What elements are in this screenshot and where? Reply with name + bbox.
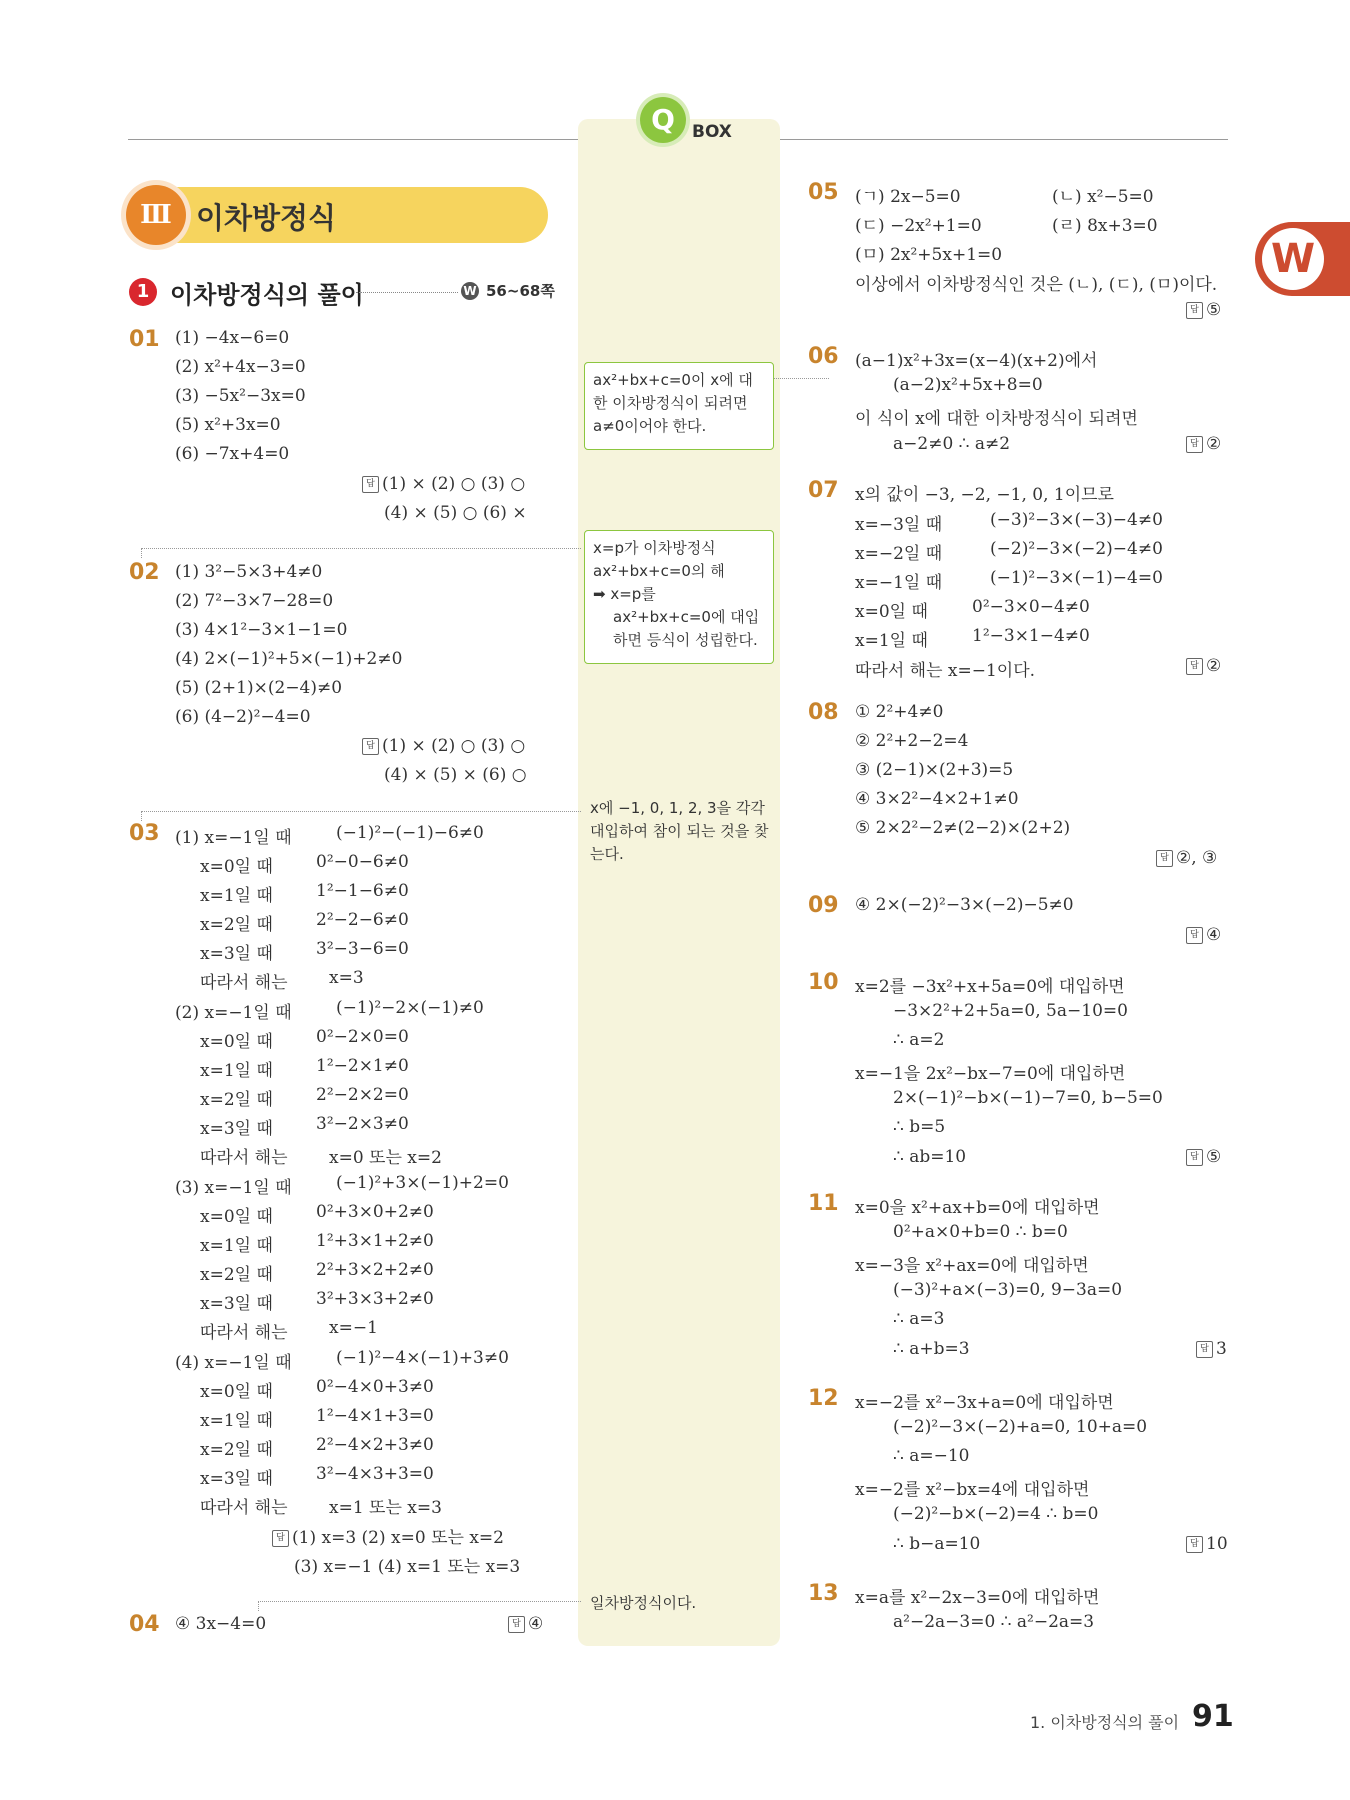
answer: 답 ⑤ [1186,1147,1221,1167]
row-label: x=0일 때 [200,1032,273,1052]
line: (6) −7x+4=0 [175,444,290,464]
row-expr: 1²+3×1+2≠0 [316,1231,434,1251]
note-line: 일차방정식이다. [590,1594,697,1612]
row-label: 따라서 해는 [200,1148,288,1168]
row-label: x=1일 때 [200,886,273,906]
problem-number: 05 [808,180,839,205]
note-line: a≠0이어야 한다. [593,417,707,435]
part-head: (1) x=−1일 때 [175,828,292,848]
note-line: 하면 등식이 성립한다. [613,631,758,649]
qbox-note [590,797,780,866]
line: x=−1을 2x²−bx−7=0에 대입하면 [855,1064,1126,1084]
line: (5) (2+1)×(2−4)≠0 [175,678,343,698]
row-expr: 3²+3×3+2≠0 [316,1289,434,1309]
row-label: x=3일 때 [200,944,273,964]
problem-number: 06 [808,344,839,369]
line: (6) (4−2)²−4=0 [175,707,311,727]
problem-number: 08 [808,700,839,725]
row-expr: 2²+3×2+2≠0 [316,1260,434,1280]
line: ∴ a=3 [893,1309,945,1329]
answer-icon: 답 [1186,658,1203,675]
line: (2) 7²−3×7−28=0 [175,591,334,611]
row-expr: 3²−2×3≠0 [316,1114,409,1134]
chapter-number: Ⅲ [126,185,186,245]
answer: 답 (1) x=3 (2) x=0 또는 x=2 [272,1523,504,1548]
problem-number: 07 [808,478,839,503]
row-label: x=3일 때 [200,1294,273,1314]
note-line: ➡ x=p를 [593,585,656,603]
problem-number: 04 [129,1612,160,1637]
section-number: 1 [129,278,157,306]
answer: 답 10 [1186,1534,1228,1554]
line: (5) x²+3x=0 [175,415,281,435]
line: ∴ a=−10 [893,1446,970,1466]
line: (4) 2×(−1)²+5×(−1)+2≠0 [175,649,403,669]
answer: 답 ⑤ [1186,300,1221,320]
section-pages: 56~68쪽 [486,282,555,300]
row-expr: x=0 또는 x=2 [329,1148,442,1168]
row-label: x=−2일 때 [855,544,943,564]
qbox-note [584,530,774,664]
connector [141,811,142,821]
line: x=0을 x²+ax+b=0에 대입하면 [855,1198,1100,1218]
qbox-icon: Q [640,97,686,143]
note-line: x에 −1, 0, 1, 2, 3을 각각 [590,799,765,817]
line: 이상에서 이차방정식인 것은 (ㄴ), (ㄷ), (ㅁ)이다. [855,275,1218,295]
problem-number: 09 [808,893,839,918]
note-line: ax²+bx+c=0의 해 [593,562,725,580]
line: a²−2a−3=0 ∴ a²−2a=3 [893,1612,1095,1632]
section-leader-dots [356,292,458,293]
answer-icon: 답 [1156,850,1173,867]
connector [774,378,829,379]
line: x=a를 x²−2x−3=0에 대입하면 [855,1588,1100,1608]
line: x=−3을 x²+ax=0에 대입하면 [855,1256,1089,1276]
part-head: (4) x=−1일 때 [175,1353,292,1373]
answer-icon: 답 [1186,1536,1203,1553]
line: (1) −4x−6=0 [175,328,290,348]
row-label: x=2일 때 [200,1265,273,1285]
line: (a−2)x²+5x+8=0 [893,375,1043,395]
row-expr: 0²−0−6≠0 [316,852,409,872]
answer: 답 ② [1186,434,1221,454]
connector [141,811,581,812]
part-expr: (−1)²−2×(−1)≠0 [336,998,484,1018]
answer-icon: 답 [362,738,379,755]
qbox-note [584,362,774,450]
row-label: x=2일 때 [200,1090,273,1110]
row-expr: 1²−2×1≠0 [316,1056,409,1076]
row-expr: x=1 또는 x=3 [329,1498,442,1518]
answer-icon: 답 [1186,436,1203,453]
row-label: x=1일 때 [855,631,928,651]
row-expr: (−1)²−3×(−1)−4=0 [990,568,1163,588]
row-expr: 1²−3×1−4≠0 [972,626,1090,646]
line: ∴ b−a=10 [893,1534,981,1554]
row-expr: 2²−2−6≠0 [316,910,409,930]
note-line: x=p가 이차방정식 [593,539,716,557]
part-expr: (−1)²−(−1)−6≠0 [336,823,484,843]
row-label: x=0일 때 [200,1382,273,1402]
line: (ㄱ) 2x−5=0 [855,187,961,207]
note-line: 한 이차방정식이 되려면 [593,394,748,412]
line: ④ 3x−4=0 [175,1614,267,1634]
part-expr: (−1)²+3×(−1)+2=0 [336,1173,509,1193]
row-expr: 0²−3×0−4≠0 [972,597,1090,617]
qbox-label: BOX [692,122,732,142]
note-line: 는다. [590,845,624,863]
row-expr: 2²−4×2+3≠0 [316,1435,434,1455]
problem-number: 13 [808,1581,839,1606]
answer: 답 3 [1196,1339,1227,1359]
row-expr: x=−1 [329,1318,378,1338]
row-label: 따라서 해는 [200,973,288,993]
problem-number: 03 [129,821,160,846]
answer-icon: 답 [1186,927,1203,944]
row-expr: x=3 [329,968,364,988]
answer-icon: 답 [272,1530,289,1547]
note-line: 대입하여 참이 되는 것을 찾 [590,822,769,840]
row-expr: 1²−4×1+3=0 [316,1406,434,1426]
qbox-note [590,1592,696,1615]
answer: (3) x=−1 (4) x=1 또는 x=3 [294,1557,521,1577]
problem-number: 10 [808,970,839,995]
row-label: x=−3일 때 [855,515,943,535]
line: 이 식이 x에 대한 이차방정식이 되려면 [855,409,1138,429]
part-expr: (−1)²−4×(−1)+3≠0 [336,1348,509,1368]
problem-number: 01 [129,327,160,352]
line: ∴ a=2 [893,1030,945,1050]
row-expr: 1²−1−6≠0 [316,881,409,901]
row-label: x=3일 때 [200,1119,273,1139]
line: x=−2를 x²−3x+a=0에 대입하면 [855,1393,1114,1413]
line: (2) x²+4x−3=0 [175,357,306,377]
answer: (4) × (5) ○ (6) × [384,503,527,523]
line: (−3)²+a×(−3)=0, 9−3a=0 [893,1280,1123,1300]
answer: (4) × (5) × (6) ○ [384,765,527,785]
row-label: x=0일 때 [200,1207,273,1227]
qbox-column [578,119,780,1646]
row-label: x=1일 때 [200,1061,273,1081]
line: ④ 2×(−2)²−3×(−2)−5≠0 [855,895,1074,915]
connector [141,548,142,558]
line: ∴ a+b=3 [893,1339,970,1359]
note-line: ax²+bx+c=0에 대입 [613,608,760,626]
line: (a−1)x²+3x=(x−4)(x+2)에서 [855,351,1098,371]
line: ③ (2−1)×(2+3)=5 [855,760,1014,780]
row-label: x=2일 때 [200,1440,273,1460]
section-title: 이차방정식의 풀이 [170,281,364,309]
answer: 답 ② [1186,656,1221,676]
answer-icon: 답 [1186,302,1203,319]
part-head: (3) x=−1일 때 [175,1178,292,1198]
row-label: 따라서 해는 [200,1323,288,1343]
line: 0²+a×0+b=0 ∴ b=0 [893,1222,1068,1242]
footer-section: 1. 이차방정식의 풀이 [1030,1713,1180,1732]
row-expr: 0²−2×0=0 [316,1027,409,1047]
line: 2×(−1)²−b×(−1)−7=0, b−5=0 [893,1088,1163,1108]
line: x의 값이 −3, −2, −1, 0, 1이므로 [855,485,1114,505]
row-label: x=0일 때 [200,857,273,877]
answer: 답 ④ [1186,925,1221,945]
line: (ㄴ) x²−5=0 [1052,187,1154,207]
row-label: x=1일 때 [200,1236,273,1256]
row-expr: 0²−4×0+3≠0 [316,1377,434,1397]
line: 따라서 해는 x=−1이다. [855,661,1036,681]
row-expr: (−3)²−3×(−3)−4≠0 [990,510,1163,530]
row-label: x=1일 때 [200,1411,273,1431]
problem-number: 11 [808,1191,839,1216]
line: ① 2²+4≠0 [855,702,944,722]
line: (3) −5x²−3x=0 [175,386,306,406]
line: (1) 3²−5×3+4≠0 [175,562,323,582]
part-head: (2) x=−1일 때 [175,1003,292,1023]
row-expr: 3²−3−6=0 [316,939,409,959]
line: ④ 3×2²−4×2+1≠0 [855,789,1019,809]
problem-number: 12 [808,1386,839,1411]
line: x=2를 −3x²+x+5a=0에 대입하면 [855,977,1125,997]
row-label: x=3일 때 [200,1469,273,1489]
row-expr: 2²−2×2=0 [316,1085,409,1105]
row-expr: 0²+3×0+2≠0 [316,1202,434,1222]
line: ⑤ 2×2²−2≠(2−2)×(2+2) [855,818,1071,838]
answer-icon: 답 [1196,1341,1213,1358]
row-label: 따라서 해는 [200,1498,288,1518]
answer: 답 (1) × (2) ○ (3) ○ [362,736,525,756]
row-label: x=−1일 때 [855,573,943,593]
line: (−2)²−b×(−2)=4 ∴ b=0 [893,1504,1099,1524]
line: −3×2²+2+5a=0, 5a−10=0 [893,1001,1128,1021]
line: ∴ b=5 [893,1117,946,1137]
line: ∴ ab=10 [893,1147,967,1167]
row-expr: (−2)²−3×(−2)−4≠0 [990,539,1163,559]
answer-icon: 답 [508,1616,525,1633]
page-number: 91 [1192,1699,1234,1734]
line: x=−2를 x²−bx=4에 대입하면 [855,1480,1090,1500]
connector [141,548,581,549]
answer: 답 ②, ③ [1156,848,1217,868]
line: (ㄷ) −2x²+1=0 [855,216,982,236]
w-tab-icon: W [1262,228,1324,290]
line: ② 2²+2−2=4 [855,731,969,751]
answer-icon: 답 [1186,1149,1203,1166]
connector [258,1601,581,1602]
connector [258,1601,259,1611]
chapter-title: 이차방정식 [196,201,337,235]
answer: 답 ④ [508,1614,543,1634]
problem-number: 02 [129,560,160,585]
row-expr: 3²−4×3+3=0 [316,1464,434,1484]
answer-icon: 답 [362,476,379,493]
note-line: ax²+bx+c=0이 x에 대 [593,371,753,389]
line: (ㄹ) 8x+3=0 [1052,216,1158,236]
w-book-icon: W [461,282,479,300]
answer: 답 (1) × (2) ○ (3) ○ [362,474,525,494]
line: (−2)²−3×(−2)+a=0, 10+a=0 [893,1417,1148,1437]
line: a−2≠0 ∴ a≠2 [893,434,1011,454]
row-label: x=2일 때 [200,915,273,935]
line: (ㅁ) 2x²+5x+1=0 [855,245,1003,265]
row-label: x=0일 때 [855,602,928,622]
line: (3) 4×1²−3×1−1=0 [175,620,348,640]
